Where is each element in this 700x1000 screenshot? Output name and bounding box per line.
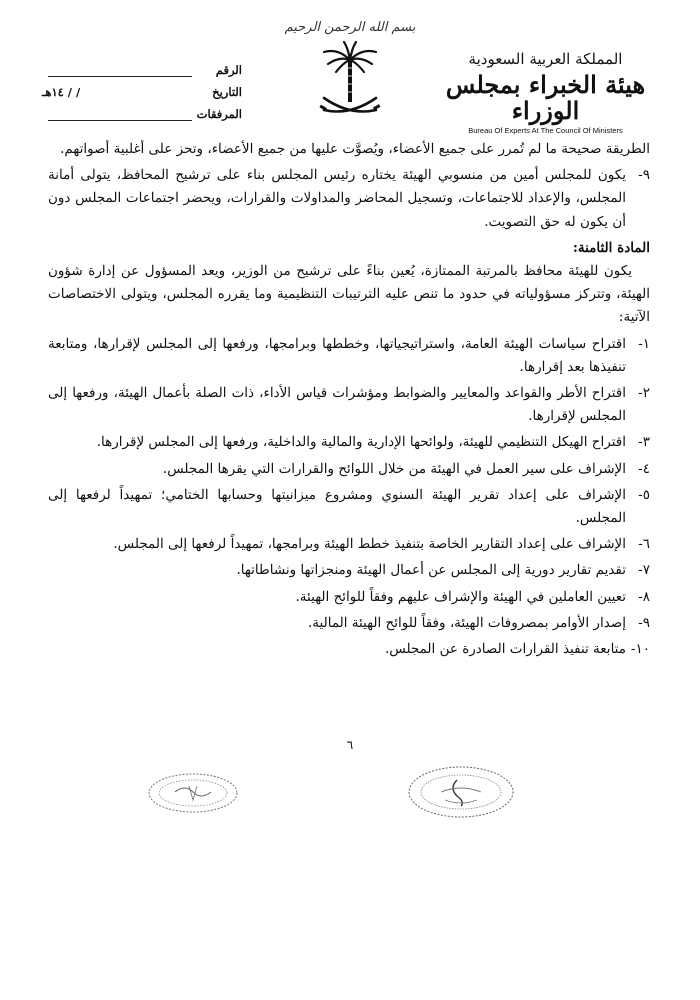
item-text: تقديم تقارير دورية إلى المجلس عن أعمال الهيئة ومنجزاتها ونشاطاتها. [236,562,626,579]
bureau-name-english: Bureau Of Experts At The Council Of Ministers [468,126,623,135]
list-item [48,612,650,635]
item-number: ١- [638,335,650,352]
item-number: ٥- [638,486,650,503]
kingdom-name: المملكة العربية السعودية [468,50,623,68]
document-body [48,138,650,664]
date-label: التاريخ [212,85,242,99]
list-item [48,559,650,582]
basmala-calligraphy: بسم الله الرحمن الرحيم [284,20,416,35]
organization-name-block [423,50,668,135]
list-item [48,458,650,481]
item-number: ٤- [638,460,650,477]
list-item [48,164,650,234]
item-number: ٩- [638,167,650,184]
date-value: / / ١٤هـ [42,85,81,99]
number-line [48,64,192,77]
item-text: اقتراح الهيكل التنظيمي للهيئة، ولوائحها الإدارية والمالية والداخلية، ورفعها إلى المجلس لإقرارها. [96,434,626,451]
item-number: ٦- [638,536,650,553]
item-text: يكون للمجلس أمين من منسوبي الهيئة يختاره رئيس المجلس بناء على ترشيح المحافظ، يتولى أمانة المجلس، والإعداد للاجتماعات، وتسجيل المحاضر والمداولات والقرارات، ويحضر اجتماعات المجلس دون أن يكون له حق التصويت. [48,167,626,230]
list-item [48,638,650,661]
item-text: الإشراف على إعداد التقارير الخاصة بتنفيذ خطط الهيئة وبرامجها، تمهيداً لرفعها إلى المجلس. [113,536,626,553]
item-text: اقتراح الأطر والقواعد والمعايير والضوابط ومؤشرات قياس الأداء، ذات الصلة بأعمال الهيئة، ورفعها إلى المجلس لإقرارها. [48,385,626,425]
list-item [48,431,650,454]
attachments-line [48,108,192,121]
intro-continuation: الطريقة صحيحة ما لم تُمرر على جميع الأعضاء، ويُصوَّت عليها من جميع الأعضاء، وتحز على أغلبية أصواتهم. [60,141,650,157]
attachments-label: المرفقات [196,107,242,121]
item-text: متابعة تنفيذ القرارات الصادرة عن المجلس. [384,641,626,658]
page-number: ٦ [346,738,354,752]
list-item [48,586,650,609]
bureau-name-arabic: هيئة الخبراء بمجلس الوزراء [445,70,646,125]
list-item [48,333,650,379]
number-label: الرقم [215,63,242,77]
official-seal-stamp-icon [405,762,517,822]
item-number: ٨- [638,588,650,605]
article-heading: المادة الثامنة: [572,239,650,256]
item-text: إصدار الأوامر بمصروفات الهيئة، وفقاً للوائح الهيئة المالية. [307,614,626,631]
item-number: ٧- [638,562,650,579]
item-text: الإشراف على إعداد تقرير الهيئة السنوي ومشروع ميزانيتها وحسابها الختامي؛ تمهيداً لرفعها إلى المجلس. [48,486,626,527]
item-number: ٢- [638,385,650,402]
item-text: اقتراح سياسات الهيئة العامة، واستراتيجياتها، وخططها وبرامجها، ورفعها إلى المجلس لإقرارها، ومتابعة تنفيذها بعد إقرارها. [48,335,626,375]
reference-fields [42,55,242,121]
attachments-field-row [42,99,242,121]
list-item [48,484,650,530]
item-number: ٣- [638,434,650,451]
number-field-row [42,55,242,77]
item-text: الإشراف على سير العمل في الهيئة من خلال اللوائح والقرارات التي يقرها المجلس. [162,460,626,477]
item-number: ٩- [638,614,650,631]
article-paragraph: يكون للهيئة محافظ بالمرتبة الممتازة، يُعين بناءً على ترشيح من الوزير، ويعد المسؤول عن إدارة شؤون الهيئة، وتتركز مسؤولياته في حدود ما تنص عليه الترتيبات التنظيمية وما يقرره المجلس، ويتولى الاختصاصات الآتية: [48,263,650,326]
official-seal-stamp-icon [145,770,241,816]
palm-and-swords-emblem-icon [318,38,382,122]
date-field-row [42,77,242,99]
item-number: ١٠- [630,641,650,658]
list-item [48,382,650,428]
item-text: تعيين العاملين في الهيئة والإشراف عليهم وفقاً للوائح الهيئة. [295,588,626,605]
list-item [48,533,650,556]
